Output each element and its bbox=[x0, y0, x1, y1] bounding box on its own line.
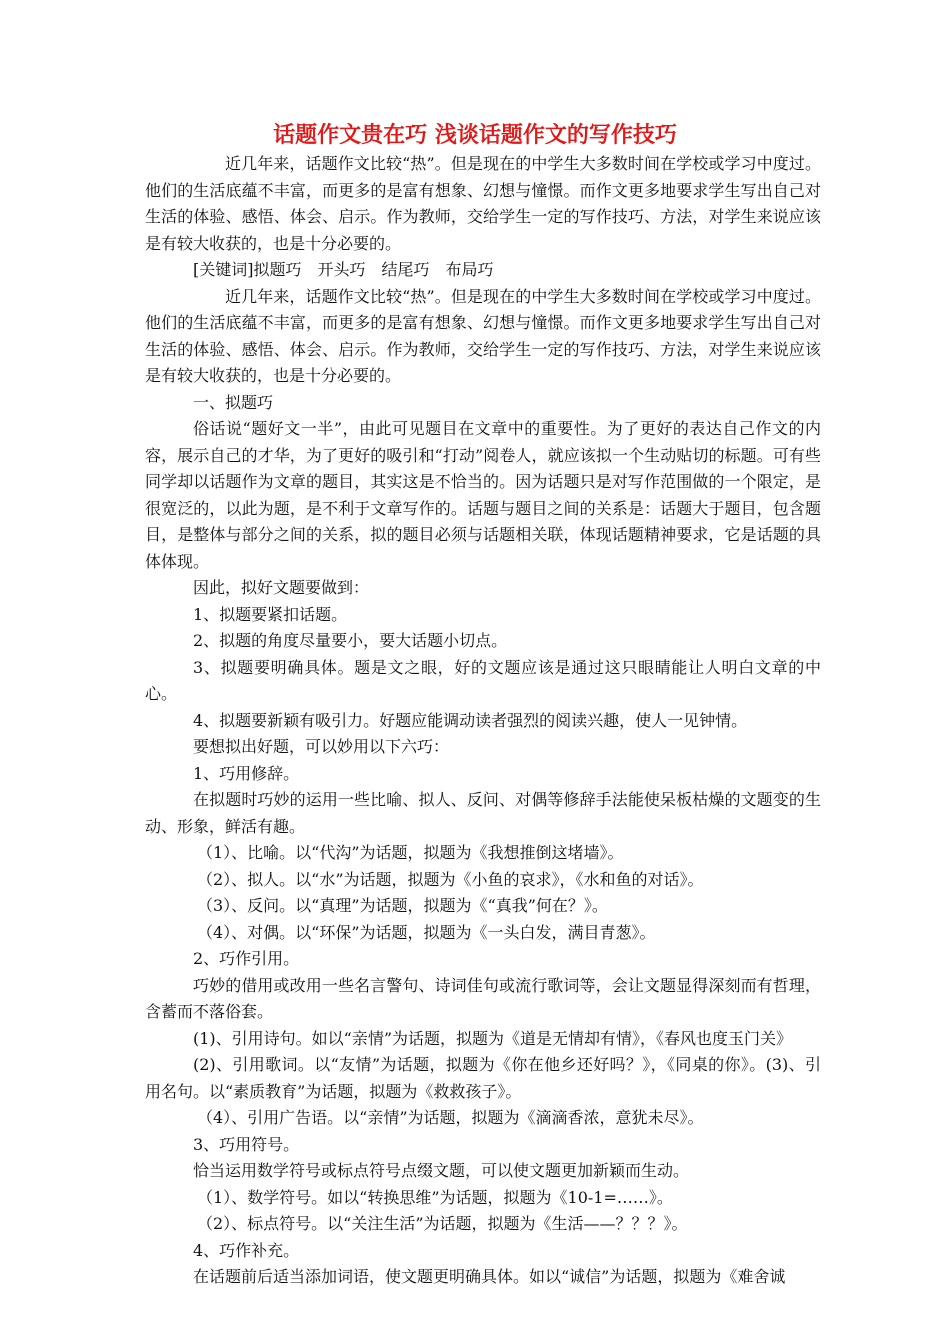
paragraph: 一、拟题巧 bbox=[193, 392, 274, 412]
paragraph: 4、巧作补充。 bbox=[193, 1240, 300, 1260]
paragraph: （4）、引用广告语。以“亲情”为话题，拟题为《滴滴香浓，意犹未尽》。 bbox=[197, 1108, 704, 1127]
paragraph: （2）、标点符号。以“关注生活”为话题，拟题为《生活——？？？》。 bbox=[197, 1214, 688, 1233]
paragraph: （4）、对偶。以“环保”为话题，拟题为《一头白发，满目青葱》。 bbox=[197, 922, 656, 942]
paragraph: （1）、数学符号。如以“转换思维”为话题，拟题为《10-1=……》。 bbox=[197, 1187, 673, 1207]
paragraph: 在拟题时巧妙的运用一些比喻、拟人、反问、对偶等修辞手法能使呆板枯燥的文题变的生动、形象，鲜活有趣。 bbox=[145, 790, 821, 836]
paragraph: (2)、引用歌词。以“友情”为话题，拟题为《你在他乡还好吗？》，《同桌的你》。(3)、引用名句。以“素质教育”为话题，拟题为《救救孩子》。 bbox=[145, 1055, 821, 1101]
paragraph: 因此，拟好文题要做到： bbox=[193, 578, 370, 597]
paragraph: 俗话说“题好文一半”，由此可见题目在文章中的重要性。为了更好的表达自己作文的内容，展示自己的才华，为了更好的吸引和“打动”阅卷人，就应该拟一个生动贴切的标题。可有些同学却以话题作为文章的题目，其实这是不恰当的。因为话题只是对写作范围做的一个限定，是很宽泛的，以此为题，是不利于文章写作的。话题与题目之间的关系是：话题大于题目，包含题目，是整体与部分之间的关系，拟的题目必须与话题相关联，体现话题精神要求，它是话题的具体体现。 bbox=[145, 419, 821, 571]
paragraph: 1、拟题要紧扣话题。 bbox=[193, 604, 348, 624]
paragraph: 4、拟题要新颖有吸引力。好题应能调动读者强烈的阅读兴趣，使人一见钟情。 bbox=[193, 710, 748, 730]
paragraph: 3、巧用符号。 bbox=[193, 1134, 300, 1154]
document-title: 话题作文贵在巧 浅谈话题作文的写作技巧 bbox=[273, 123, 677, 148]
paragraph: （1）、比喻。以“代沟”为话题，拟题为《我想推倒这堵墙》。 bbox=[197, 843, 624, 862]
paragraph: 1、巧用修辞。 bbox=[193, 763, 300, 783]
paragraph: （3）、反问。以“真理”为话题，拟题为《“真我”何在？》。 bbox=[197, 896, 608, 915]
paragraph: 近几年来，话题作文比较“热”。但是现在的中学生大多数时间在学校或学习中度过。他们的生活底蕴不丰富，而更多的是富有想象、幻想与憧憬。而作文更多地要求学生写出自己对生活的体验、感悟、体会、启示。作为教师，交给学生一定的写作技巧、方法，对学生来说应该是有较大收获的，也是十分必要的。 bbox=[145, 154, 821, 253]
paragraph: 2、巧作引用。 bbox=[193, 949, 300, 968]
paragraph: 要想拟出好题，可以妙用以下六巧： bbox=[193, 737, 450, 756]
paragraph: (1)、引用诗句。如以“亲情”为话题，拟题为《道是无情却有情》，《春风也度玉门关》 bbox=[193, 1028, 793, 1048]
paragraph: 近几年来，话题作文比较“热”。但是现在的中学生大多数时间在学校或学习中度过。他们的生活底蕴不丰富，而更多的是富有想象、幻想与憧憬。而作文更多地要求学生写出自己对生活的体验、感悟、体会、启示。作为教师，交给学生一定的写作技巧、方法，对学生来说应该是有较大收获的，也是十分必要的。 bbox=[145, 286, 821, 385]
paragraph: 在话题前后适当添加词语，使文题更明确具体。如以“诚信”为话题，拟题为《难舍诚 bbox=[193, 1267, 786, 1286]
paragraph: [关键词]拟题巧 开头巧 结尾巧 布局巧 bbox=[193, 260, 494, 279]
paragraph: （2）、拟人。以“水”为话题，拟题为《小鱼的哀求》，《水和鱼的对话》。 bbox=[197, 869, 704, 889]
document-body bbox=[145, 151, 821, 1291]
paragraph: 3、拟题要明确具体。题是文之眼，好的文题应该是通过这只眼睛能让人明白文章的中心。 bbox=[145, 657, 821, 703]
paragraph: 2、拟题的角度尽量要小，要大话题小切点。 bbox=[193, 631, 508, 650]
paragraph: 恰当运用数学符号或标点符号点缀文题，可以使文题更加新颖而生动。 bbox=[193, 1161, 690, 1180]
paragraph: 巧妙的借用或改用一些名言警句、诗词佳句或流行歌词等，会让文题显得深刻而有哲理，含蓄而不落俗套。 bbox=[145, 975, 821, 1021]
